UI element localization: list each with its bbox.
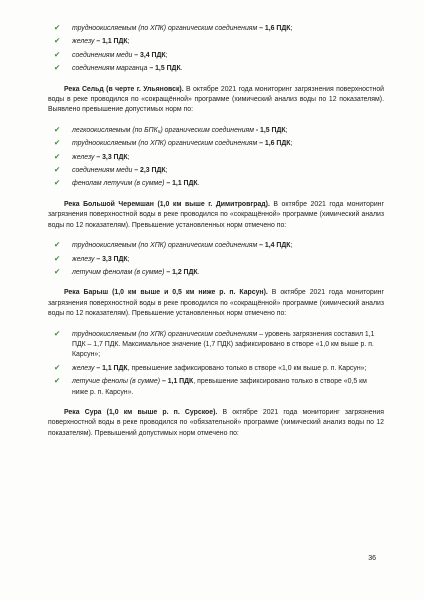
list-item: ✔ соединениям меди – 3,4 ПДК; [54,49,168,59]
checkmark-icon: ✔ [54,124,61,134]
list-item: ✔ трудноокисляемым (по ХПК) органическим соединениям – 1,4 ПДК; [54,240,293,250]
checkmark-icon: ✔ [54,266,61,276]
checkmark-icon: ✔ [54,178,61,188]
checkmark-icon: ✔ [54,328,61,338]
list-item: ✔ соединениям марганца – 1,5 ПДК. [54,63,183,73]
checkmark-icon: ✔ [54,362,61,372]
page-number: 36 [368,555,376,562]
checkmark-icon: ✔ [54,253,61,263]
list-item: ✔ железу – 3,3 ПДК; [54,253,130,263]
paragraph: Река Барыш (1,0 км выше и 0,5 км ниже р. п. Карсун). В октябре 2021 года мониторинг загрязнения поверхностной воды в реке проводился по «сокращённой» программе (химический анализ воды по 12 показателям). Превышение установленных норм отмечено по: [48,289,384,318]
checkmark-icon: ✔ [54,36,61,46]
list-item: ✔ летучим фенолам (в сумме) – 1,2 ПДК. [54,266,200,276]
checkmark-icon: ✔ [54,376,61,386]
checkmark-icon: ✔ [54,49,61,59]
checkmark-icon: ✔ [54,240,61,250]
checkmark-icon: ✔ [54,23,61,32]
paragraph: Река Большой Черемшан (1,0 км выше г. Димитровград). В октябре 2021 года мониторинг загрязнения поверхностной воды в реке проводился по «сокращённой» программе (химический анализ воды по 12 показателям). Превышение установленных норм отмечено по: [48,200,384,229]
list-item: ✔ трудноокисляемым (по ХПК) органическим соединениям – уровень загрязнения составил 1,1 ПДК – 1,7 ПДК. Максимальное значение (1,7 ПДК) зафиксировано в створе «1,0 км выше р. п. Карсун»; [54,328,375,359]
document-body [48,24,384,439]
list-item: ✔ летучие фенолы (в сумме) – 1,1 ПДК, превышение зафиксировано только в створе «0,5 км ниже р. п. Карсун». [54,376,367,396]
paragraph: Река Сельд (в черте г. Ульяновск). В октябре 2021 года мониторинг загрязнения поверхностной воды в реке проводился по «сокращённой» программе (химический анализ воды по 12 показателям). Выявлено превышение допустимых норм по: [48,85,385,114]
list-item: ✔ легкоокисляемым (по БПК₅) органическим соединениям - 1,5 ПДК; [54,124,288,134]
list-item: ✔ трудноокисляемым (по ХПК) органическим соединениям – 1,6 ПДК; [54,23,293,32]
list-item: ✔ железу – 1,1 ПДК; [54,36,130,46]
checkmark-icon: ✔ [54,165,61,175]
checkmark-icon: ✔ [54,63,61,73]
checkmark-icon: ✔ [54,138,61,148]
list-item: ✔ соединениям меди – 2,3 ПДК; [54,165,168,175]
paragraph: Река Сура (1,0 км выше р. п. Сурское). В октябре 2021 года мониторинг загрязнения поверхностной воды в реке проводился по «обязательной» программе (химический анализ воды по 12 показателям). Превышений допустимых норм отмечено по: [48,408,384,437]
checkmark-icon: ✔ [54,151,61,161]
list-item: ✔ железу – 3,3 ПДК; [54,151,130,161]
list-item: ✔ трудноокисляемым (по ХПК) органическим соединениям – 1,6 ПДК; [54,138,293,148]
list-item: ✔ фенолам летучим (в сумме) – 1,1 ПДК. [54,178,200,188]
list-item: ✔ железу – 1,1 ПДК, превышение зафиксировано только в створе «1,0 км выше р. п. Карсун»; [54,362,367,372]
